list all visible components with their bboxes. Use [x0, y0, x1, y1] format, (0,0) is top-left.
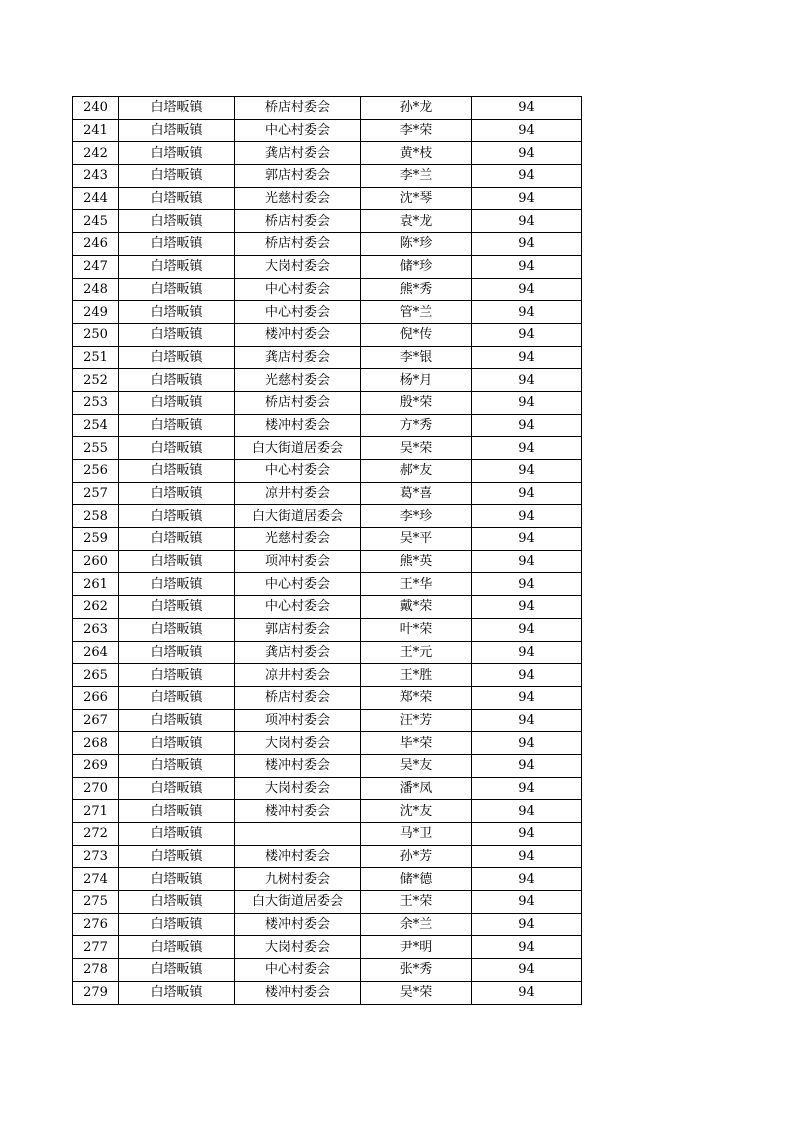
town-cell: 白塔畈镇 — [119, 845, 235, 868]
table-row — [73, 823, 582, 846]
town-cell: 白塔畈镇 — [119, 482, 235, 505]
village-committee-cell: 龚店村委会 — [235, 142, 361, 165]
town-cell: 白塔畈镇 — [119, 414, 235, 437]
table-row — [73, 596, 582, 619]
age-cell: 94 — [472, 777, 582, 800]
table-row — [73, 142, 582, 165]
table-row — [73, 936, 582, 959]
row-number-cell: 264 — [73, 641, 119, 664]
table-row — [73, 550, 582, 573]
row-number-cell: 249 — [73, 301, 119, 324]
row-number-cell: 262 — [73, 596, 119, 619]
row-number-cell: 255 — [73, 437, 119, 460]
village-committee-cell: 凉井村委会 — [235, 664, 361, 687]
village-committee-cell: 桥店村委会 — [235, 97, 361, 120]
person-name-cell: 毕*荣 — [361, 732, 472, 755]
age-cell: 94 — [472, 301, 582, 324]
row-number-cell: 278 — [73, 959, 119, 982]
town-cell: 白塔畈镇 — [119, 550, 235, 573]
row-number-cell: 244 — [73, 187, 119, 210]
table-row — [73, 981, 582, 1004]
row-number-cell: 256 — [73, 460, 119, 483]
table-row — [73, 777, 582, 800]
table-row — [73, 233, 582, 256]
person-name-cell: 陈*珍 — [361, 233, 472, 256]
person-name-cell: 尹*明 — [361, 936, 472, 959]
table-row — [73, 505, 582, 528]
person-name-cell: 郑*荣 — [361, 686, 472, 709]
table-row — [73, 891, 582, 914]
town-cell: 白塔畈镇 — [119, 959, 235, 982]
table-row — [73, 165, 582, 188]
person-name-cell: 李*兰 — [361, 165, 472, 188]
table-row — [73, 959, 582, 982]
row-number-cell: 271 — [73, 800, 119, 823]
row-number-cell: 273 — [73, 845, 119, 868]
village-committee-cell: 桥店村委会 — [235, 686, 361, 709]
person-name-cell: 吴*荣 — [361, 981, 472, 1004]
person-name-cell: 倪*传 — [361, 323, 472, 346]
town-cell: 白塔畈镇 — [119, 301, 235, 324]
table-row — [73, 913, 582, 936]
age-cell: 94 — [472, 369, 582, 392]
village-committee-cell: 中心村委会 — [235, 573, 361, 596]
table-row — [73, 868, 582, 891]
village-committee-cell: 楼冲村委会 — [235, 323, 361, 346]
person-name-cell: 孙*芳 — [361, 845, 472, 868]
person-name-cell: 汪*芳 — [361, 709, 472, 732]
town-cell: 白塔畈镇 — [119, 823, 235, 846]
person-name-cell: 李*银 — [361, 346, 472, 369]
town-cell: 白塔畈镇 — [119, 936, 235, 959]
village-committee-cell: 楼冲村委会 — [235, 754, 361, 777]
town-cell: 白塔畈镇 — [119, 233, 235, 256]
town-cell: 白塔畈镇 — [119, 210, 235, 233]
village-committee-cell: 大岗村委会 — [235, 777, 361, 800]
age-cell: 94 — [472, 596, 582, 619]
town-cell: 白塔畈镇 — [119, 255, 235, 278]
age-cell: 94 — [472, 709, 582, 732]
village-committee-cell: 中心村委会 — [235, 278, 361, 301]
age-cell: 94 — [472, 845, 582, 868]
village-committee-cell: 白大街道居委会 — [235, 437, 361, 460]
town-cell: 白塔畈镇 — [119, 709, 235, 732]
town-cell: 白塔畈镇 — [119, 686, 235, 709]
row-number-cell: 251 — [73, 346, 119, 369]
row-number-cell: 263 — [73, 618, 119, 641]
table-row — [73, 528, 582, 551]
person-name-cell: 葛*喜 — [361, 482, 472, 505]
row-number-cell: 277 — [73, 936, 119, 959]
town-cell: 白塔畈镇 — [119, 754, 235, 777]
village-committee-cell: 大岗村委会 — [235, 255, 361, 278]
table-row — [73, 664, 582, 687]
row-number-cell: 258 — [73, 505, 119, 528]
town-cell: 白塔畈镇 — [119, 641, 235, 664]
age-cell: 94 — [472, 891, 582, 914]
town-cell: 白塔畈镇 — [119, 618, 235, 641]
village-committee-cell: 郭店村委会 — [235, 618, 361, 641]
village-committee-cell: 龚店村委会 — [235, 641, 361, 664]
table-row — [73, 391, 582, 414]
row-number-cell: 252 — [73, 369, 119, 392]
row-number-cell: 247 — [73, 255, 119, 278]
village-committee-cell: 白大街道居委会 — [235, 505, 361, 528]
town-cell: 白塔畈镇 — [119, 142, 235, 165]
person-name-cell: 叶*荣 — [361, 618, 472, 641]
person-name-cell: 王*元 — [361, 641, 472, 664]
town-cell: 白塔畈镇 — [119, 346, 235, 369]
row-number-cell: 248 — [73, 278, 119, 301]
row-number-cell: 259 — [73, 528, 119, 551]
row-number-cell: 272 — [73, 823, 119, 846]
village-committee-cell: 光慈村委会 — [235, 528, 361, 551]
age-cell: 94 — [472, 210, 582, 233]
person-name-cell: 袁*龙 — [361, 210, 472, 233]
age-cell: 94 — [472, 346, 582, 369]
person-name-cell: 余*兰 — [361, 913, 472, 936]
town-cell: 白塔畈镇 — [119, 97, 235, 120]
person-name-cell: 吴*友 — [361, 754, 472, 777]
village-committee-cell: 大岗村委会 — [235, 936, 361, 959]
person-name-cell: 孙*龙 — [361, 97, 472, 120]
age-cell: 94 — [472, 868, 582, 891]
table-row — [73, 573, 582, 596]
table-row — [73, 97, 582, 120]
age-cell: 94 — [472, 165, 582, 188]
town-cell: 白塔畈镇 — [119, 891, 235, 914]
row-number-cell: 245 — [73, 210, 119, 233]
row-number-cell: 257 — [73, 482, 119, 505]
village-committee-cell: 中心村委会 — [235, 959, 361, 982]
table-row — [73, 119, 582, 142]
age-cell: 94 — [472, 482, 582, 505]
table-row — [73, 732, 582, 755]
row-number-cell: 265 — [73, 664, 119, 687]
roster-body — [73, 97, 582, 1005]
person-name-cell: 杨*月 — [361, 369, 472, 392]
row-number-cell: 269 — [73, 754, 119, 777]
person-name-cell: 殷*荣 — [361, 391, 472, 414]
age-cell: 94 — [472, 936, 582, 959]
person-name-cell: 储*珍 — [361, 255, 472, 278]
village-committee-cell: 凉井村委会 — [235, 482, 361, 505]
table-row — [73, 323, 582, 346]
town-cell: 白塔畈镇 — [119, 981, 235, 1004]
town-cell: 白塔畈镇 — [119, 505, 235, 528]
village-committee-cell: 桥店村委会 — [235, 391, 361, 414]
age-cell: 94 — [472, 255, 582, 278]
table-row — [73, 187, 582, 210]
person-name-cell: 郝*友 — [361, 460, 472, 483]
village-committee-cell: 九树村委会 — [235, 868, 361, 891]
row-number-cell: 243 — [73, 165, 119, 188]
table-row — [73, 641, 582, 664]
village-committee-cell: 楼冲村委会 — [235, 800, 361, 823]
age-cell: 94 — [472, 550, 582, 573]
village-committee-cell: 大岗村委会 — [235, 732, 361, 755]
town-cell: 白塔畈镇 — [119, 278, 235, 301]
town-cell: 白塔畈镇 — [119, 119, 235, 142]
village-committee-cell: 中心村委会 — [235, 119, 361, 142]
town-cell: 白塔畈镇 — [119, 664, 235, 687]
age-cell: 94 — [472, 981, 582, 1004]
age-cell: 94 — [472, 528, 582, 551]
village-committee-cell: 白大街道居委会 — [235, 891, 361, 914]
row-number-cell: 266 — [73, 686, 119, 709]
village-committee-cell — [235, 823, 361, 846]
table-row — [73, 301, 582, 324]
age-cell: 94 — [472, 664, 582, 687]
age-cell: 94 — [472, 460, 582, 483]
age-cell: 94 — [472, 732, 582, 755]
age-cell: 94 — [472, 618, 582, 641]
town-cell: 白塔畈镇 — [119, 369, 235, 392]
person-name-cell: 张*秀 — [361, 959, 472, 982]
table-row — [73, 800, 582, 823]
village-committee-cell: 光慈村委会 — [235, 369, 361, 392]
table-row — [73, 255, 582, 278]
village-committee-cell: 桥店村委会 — [235, 233, 361, 256]
person-name-cell: 熊*秀 — [361, 278, 472, 301]
town-cell: 白塔畈镇 — [119, 868, 235, 891]
age-cell: 94 — [472, 391, 582, 414]
person-name-cell: 储*德 — [361, 868, 472, 891]
person-name-cell: 潘*凤 — [361, 777, 472, 800]
row-number-cell: 240 — [73, 97, 119, 120]
town-cell: 白塔畈镇 — [119, 528, 235, 551]
row-number-cell: 242 — [73, 142, 119, 165]
age-cell: 94 — [472, 233, 582, 256]
village-committee-cell: 楼冲村委会 — [235, 414, 361, 437]
town-cell: 白塔畈镇 — [119, 323, 235, 346]
town-cell: 白塔畈镇 — [119, 437, 235, 460]
town-cell: 白塔畈镇 — [119, 460, 235, 483]
village-committee-cell: 中心村委会 — [235, 596, 361, 619]
table-row — [73, 278, 582, 301]
person-name-cell: 王*荣 — [361, 891, 472, 914]
row-number-cell: 276 — [73, 913, 119, 936]
person-name-cell: 黄*枝 — [361, 142, 472, 165]
person-name-cell: 王*华 — [361, 573, 472, 596]
age-cell: 94 — [472, 959, 582, 982]
village-committee-cell: 郭店村委会 — [235, 165, 361, 188]
row-number-cell: 241 — [73, 119, 119, 142]
person-name-cell: 方*秀 — [361, 414, 472, 437]
row-number-cell: 246 — [73, 233, 119, 256]
town-cell: 白塔畈镇 — [119, 596, 235, 619]
age-cell: 94 — [472, 686, 582, 709]
row-number-cell: 279 — [73, 981, 119, 1004]
row-number-cell: 270 — [73, 777, 119, 800]
village-committee-cell: 中心村委会 — [235, 460, 361, 483]
table-row — [73, 369, 582, 392]
table-row — [73, 460, 582, 483]
row-number-cell: 268 — [73, 732, 119, 755]
person-name-cell: 沈*友 — [361, 800, 472, 823]
table-row — [73, 709, 582, 732]
person-name-cell: 吴*平 — [361, 528, 472, 551]
person-name-cell: 李*荣 — [361, 119, 472, 142]
table-row — [73, 686, 582, 709]
age-cell: 94 — [472, 142, 582, 165]
town-cell: 白塔畈镇 — [119, 777, 235, 800]
village-committee-cell: 楼冲村委会 — [235, 913, 361, 936]
town-cell: 白塔畈镇 — [119, 732, 235, 755]
town-cell: 白塔畈镇 — [119, 913, 235, 936]
person-name-cell: 沈*琴 — [361, 187, 472, 210]
village-committee-cell: 项冲村委会 — [235, 709, 361, 732]
age-cell: 94 — [472, 754, 582, 777]
town-cell: 白塔畈镇 — [119, 165, 235, 188]
town-cell: 白塔畈镇 — [119, 187, 235, 210]
row-number-cell: 253 — [73, 391, 119, 414]
person-name-cell: 戴*荣 — [361, 596, 472, 619]
age-cell: 94 — [472, 641, 582, 664]
person-name-cell: 李*珍 — [361, 505, 472, 528]
age-cell: 94 — [472, 573, 582, 596]
town-cell: 白塔畈镇 — [119, 391, 235, 414]
table-row — [73, 346, 582, 369]
age-cell: 94 — [472, 323, 582, 346]
village-committee-cell: 光慈村委会 — [235, 187, 361, 210]
age-cell: 94 — [472, 414, 582, 437]
row-number-cell: 250 — [73, 323, 119, 346]
age-cell: 94 — [472, 505, 582, 528]
person-name-cell: 管*兰 — [361, 301, 472, 324]
table-row — [73, 414, 582, 437]
age-cell: 94 — [472, 97, 582, 120]
row-number-cell: 254 — [73, 414, 119, 437]
age-cell: 94 — [472, 800, 582, 823]
table-row — [73, 437, 582, 460]
age-cell: 94 — [472, 187, 582, 210]
row-number-cell: 275 — [73, 891, 119, 914]
town-cell: 白塔畈镇 — [119, 573, 235, 596]
age-cell: 94 — [472, 823, 582, 846]
village-committee-cell: 桥店村委会 — [235, 210, 361, 233]
row-number-cell: 267 — [73, 709, 119, 732]
table-row — [73, 618, 582, 641]
row-number-cell: 274 — [73, 868, 119, 891]
person-name-cell: 马*卫 — [361, 823, 472, 846]
village-committee-cell: 项冲村委会 — [235, 550, 361, 573]
person-name-cell: 王*胜 — [361, 664, 472, 687]
village-committee-cell: 楼冲村委会 — [235, 845, 361, 868]
row-number-cell: 260 — [73, 550, 119, 573]
person-name-cell: 熊*英 — [361, 550, 472, 573]
row-number-cell: 261 — [73, 573, 119, 596]
town-cell: 白塔畈镇 — [119, 800, 235, 823]
table-row — [73, 845, 582, 868]
age-cell: 94 — [472, 278, 582, 301]
age-cell: 94 — [472, 913, 582, 936]
age-cell: 94 — [472, 119, 582, 142]
age-cell: 94 — [472, 437, 582, 460]
village-committee-cell: 中心村委会 — [235, 301, 361, 324]
table-row — [73, 482, 582, 505]
table-row — [73, 754, 582, 777]
village-committee-cell: 龚店村委会 — [235, 346, 361, 369]
person-name-cell: 吴*荣 — [361, 437, 472, 460]
village-committee-cell: 楼冲村委会 — [235, 981, 361, 1004]
table-row — [73, 210, 582, 233]
roster-table — [72, 96, 582, 1005]
